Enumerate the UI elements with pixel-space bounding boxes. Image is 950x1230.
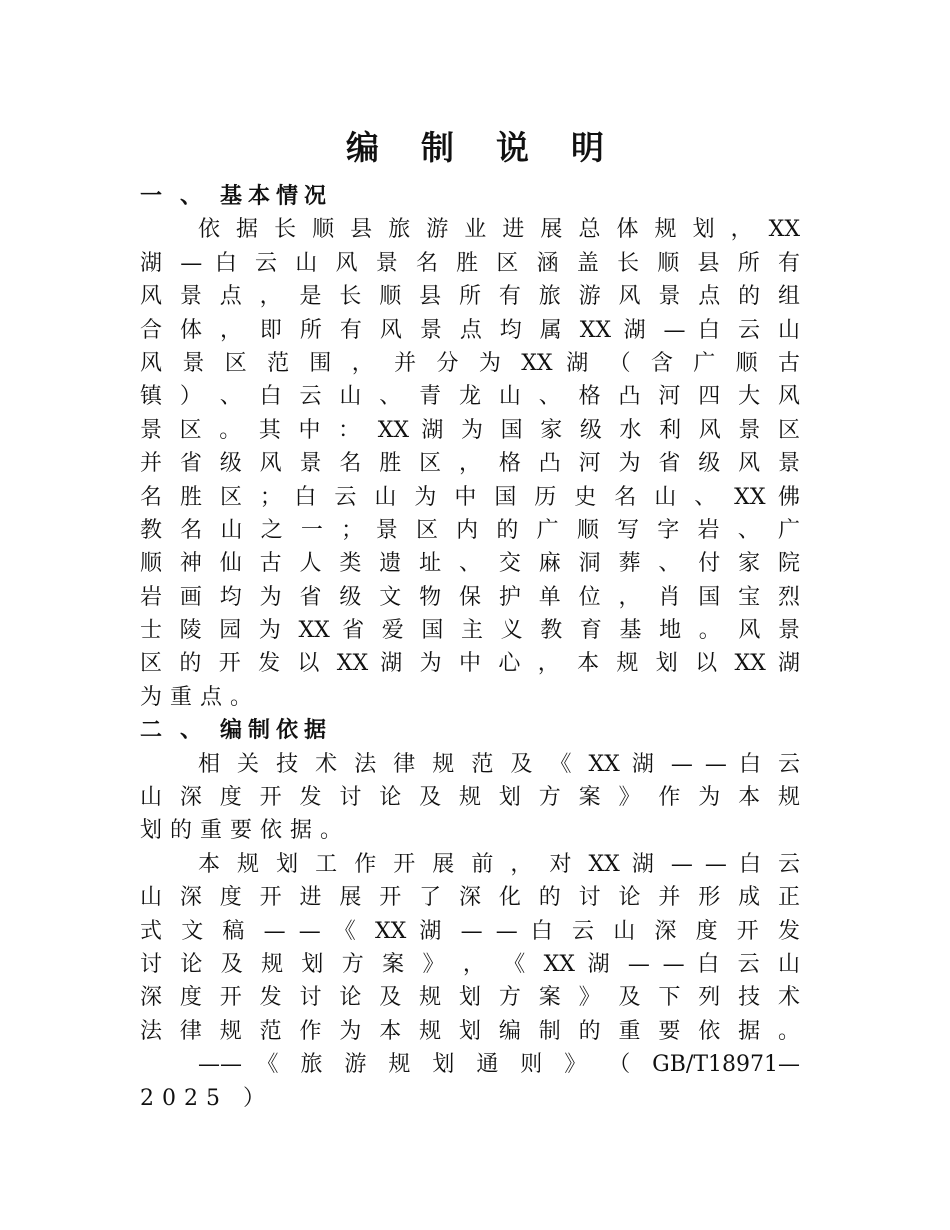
text-line: 区 的 开 发 以 XX 湖 为 中 心 ， 本 规 划 以 XX 湖 <box>140 651 800 677</box>
section-2-reference <box>140 1048 800 1115</box>
section-1-paragraph <box>140 213 800 714</box>
text-line: 士 陵 园 为 XX 省 爱 国 主 义 教 育 基 地 。 风 景 <box>140 618 800 644</box>
text-line: 为重点。 <box>140 684 261 710</box>
section-heading-1 <box>140 180 800 213</box>
text-line: 式 文 稿 — — 《 XX 湖 — — 白 云 山 深 度 开 发 <box>140 918 800 944</box>
section-number: 一、 <box>140 184 221 209</box>
document-body <box>140 180 800 1115</box>
text-line: 教 名 山 之 一 ； 景 区 内 的 广 顺 写 字 岩 、 广 <box>140 517 800 543</box>
text-line: 顺 神 仙 古 人 类 遗 址 、 交 麻 洞 葬 、 付 家 院 <box>140 551 800 577</box>
section-number: 二、 <box>140 718 221 744</box>
text-line: 并 省 级 风 景 名 胜 区 ， 格 凸 河 为 省 级 风 景 <box>140 451 800 477</box>
section-2-paragraph-1 <box>140 748 800 848</box>
text-line: 风 景 区 范 围 ， 并 分 为 XX 湖 （ 含 广 顺 古 <box>140 350 800 376</box>
text-line: 相 关 技 术 法 律 规 范 及 《 XX 湖 — — 白 云 <box>198 751 800 777</box>
text-line: —— 《 旅 游 规 划 通 则 》 （ GB/T18971— <box>198 1052 800 1078</box>
text-line: 2025 ） <box>140 1085 273 1111</box>
text-line: 景 区 。 其 中 ： XX 湖 为 国 家 级 水 利 风 景 区 <box>140 417 800 443</box>
text-line: 岩 画 均 为 省 级 文 物 保 护 单 位 ， 肖 国 宝 烈 <box>140 584 800 610</box>
text-line: 山 深 度 开 发 讨 论 及 规 划 方 案 》 作 为 本 规 <box>140 785 800 811</box>
text-line: 本 规 划 工 作 开 展 前 ， 对 XX 湖 — — 白 云 <box>198 851 800 877</box>
text-line: 镇 ） 、 白 云 山 、 青 龙 山 、 格 凸 河 四 大 风 <box>140 384 800 410</box>
text-line: 湖 — 白 云 山 风 景 名 胜 区 涵 盖 长 顺 县 所 有 <box>140 250 800 276</box>
text-line: 依 据 长 顺 县 旅 游 业 进 展 总 体 规 划 ， XX <box>198 217 800 243</box>
section-title: 编制依据 <box>220 718 333 744</box>
page-title: 编制说明 <box>346 128 646 167</box>
text-line: 讨 论 及 规 划 方 案 》 ， 《 XX 湖 — — 白 云 山 <box>140 951 800 977</box>
text-line: 合 体 ， 即 所 有 风 景 点 均 属 XX 湖 — 白 云 山 <box>140 317 800 343</box>
text-line: 名 胜 区 ； 白 云 山 为 中 国 历 史 名 山 、 XX 佛 <box>140 484 800 510</box>
text-line: 划的重要依据。 <box>140 818 351 844</box>
text-line: 深 度 开 发 讨 论 及 规 划 方 案 》 及 下 列 技 术 <box>140 985 800 1011</box>
section-heading-2 <box>140 714 800 747</box>
text-line: 风 景 点 ， 是 长 顺 县 所 有 旅 游 风 景 点 的 组 <box>140 284 800 310</box>
section-2-paragraph-2 <box>140 848 800 1048</box>
text-line: 法 律 规 范 作 为 本 规 划 编 制 的 重 要 依 据 。 <box>140 1018 800 1044</box>
section-title: 基本情况 <box>220 184 333 209</box>
text-line: 山 深 度 开 进 展 开 了 深 化 的 讨 论 并 形 成 正 <box>140 885 800 911</box>
